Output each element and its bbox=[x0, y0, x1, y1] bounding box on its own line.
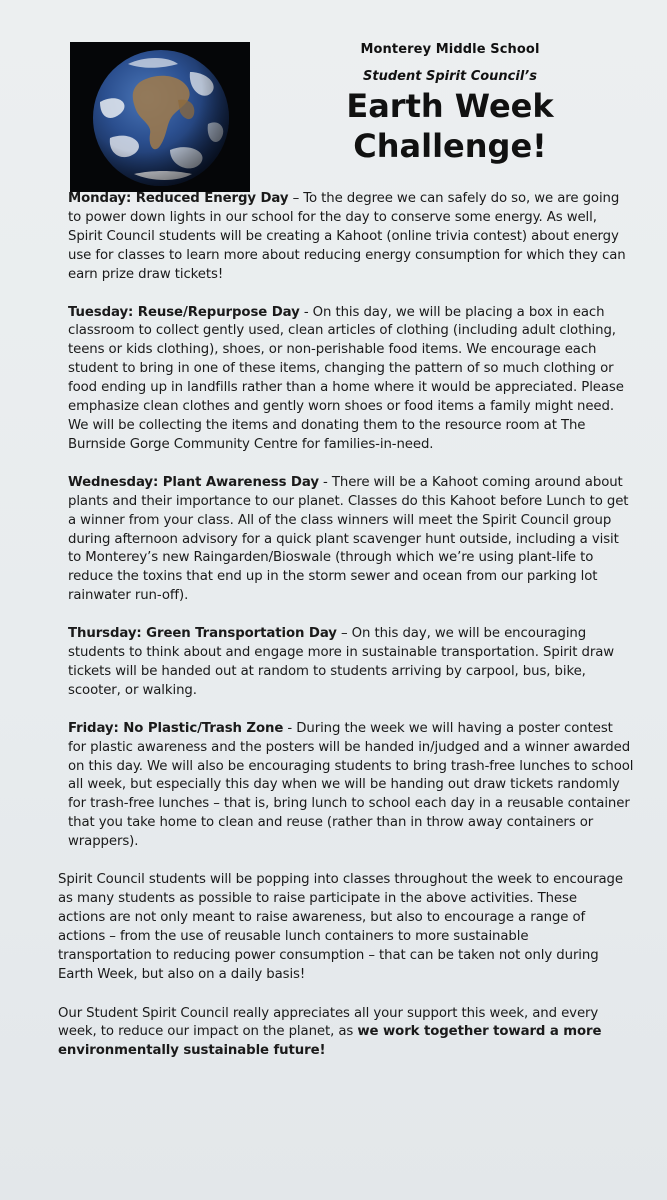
tuesday-text: - On this day, we will be placing a box in each classroom to collect gently used, clean articles of clothing (including adult clothing, teens or kids clothing), shoes, or non-perishable food items. We encourage each student to bring in one of these items, changing the pattern of so much clothing or food ending up in landfills rather than a home where it would be appreciated. Please emphasize clean clothes and gently worn shoes or food items a family might need. We will be collecting the items and donating them to the resource room at The Burnside Gorge Community Centre for families-in-need. bbox=[68, 304, 624, 452]
flyer-header bbox=[0, 30, 667, 200]
thursday-heading: Thursday: Green Transportation Day bbox=[68, 626, 337, 642]
monday-paragraph bbox=[68, 190, 634, 285]
title-line-2: Challenge! bbox=[353, 127, 547, 165]
closing-emphasis: we work together toward a more environmentally sustainable future! bbox=[58, 1024, 602, 1059]
wednesday-heading: Wednesday: Plant Awareness Day bbox=[68, 474, 319, 490]
tuesday-paragraph bbox=[68, 304, 634, 455]
friday-heading: Friday: No Plastic/Trash Zone bbox=[68, 720, 284, 736]
closing-text: Our Student Spirit Council really appreciates all your support this week, and every week, to reduce our impact on the planet, as bbox=[58, 1005, 599, 1040]
friday-paragraph bbox=[68, 720, 634, 852]
page-title bbox=[330, 86, 570, 166]
monday-text: – To the degree we can safely do so, we are going to power down lights in our school for the day to conserve some energy. As well, Spirit Council students will be creating a Kahoot (online trivia contest) about energy use for classes to learn more about reducing energy consumption for which they can earn prize draw tickets! bbox=[68, 191, 626, 282]
wednesday-text: - There will be a Kahoot coming around about plants and their importance to our planet. Classes do this Kahoot before Lunch to get a winner from your class. All of the class winners will meet the Spirit Council group during afternoon advisory for a quick plant scavenger hunt outside, including a visit to Monterey’s new Raingarden/Bioswale (through which we’re using plant-life to reduce the toxins that end up in the storm sewer and ocean from our parking lot rainwater run-off). bbox=[68, 474, 629, 604]
monday-title: : Reduced Energy Day bbox=[125, 191, 289, 206]
earth-icon bbox=[70, 42, 250, 192]
monday-label: Monday bbox=[68, 191, 126, 206]
closing-paragraph-1: Spirit Council students will be popping into classes throughout the week to encourage as many students as possible to raise participate in the above activities. These actions are not only meant to raise awareness, but also to encourage a range of actions – from the use of reusable lunch containers to more sustainable transportation to reducing power consumption – that can be taken not only during Earth Week, but also on a daily basis! bbox=[58, 872, 623, 982]
school-name: Monterey Middle School bbox=[360, 42, 540, 57]
council-name: Student Spirit Council’s bbox=[363, 69, 537, 84]
tuesday-heading: Tuesday: Reuse/Repurpose Day bbox=[68, 304, 300, 320]
wednesday-paragraph bbox=[68, 474, 634, 606]
monday-heading bbox=[68, 191, 288, 206]
closing-paragraph-2 bbox=[58, 1005, 624, 1062]
thursday-paragraph bbox=[68, 625, 634, 701]
earth-globe-graphic bbox=[70, 42, 250, 192]
thursday-text: – On this day, we will be encouraging students to think about and engage more in sustainable transportation. Spirit draw tickets will be handed out at random to students arriving by carpool, bus, bike, scooter, or walking. bbox=[68, 626, 615, 698]
flyer-body bbox=[58, 190, 634, 1081]
title-line-1: Earth Week bbox=[346, 87, 554, 125]
title-block bbox=[330, 42, 570, 166]
friday-text: - During the week we will having a poster contest for plastic awareness and the posters will be handed in/judged and a winner awarded on this day. We will also be encouraging students to bring trash-free lunches to school all week, but especially this day when we will be handing out draw tickets randomly for trash-free lunches – that is, bring lunch to school each day in a reusable container that you take home to clean and reuse (rather than in throw away containers or wrappers). bbox=[68, 720, 634, 850]
